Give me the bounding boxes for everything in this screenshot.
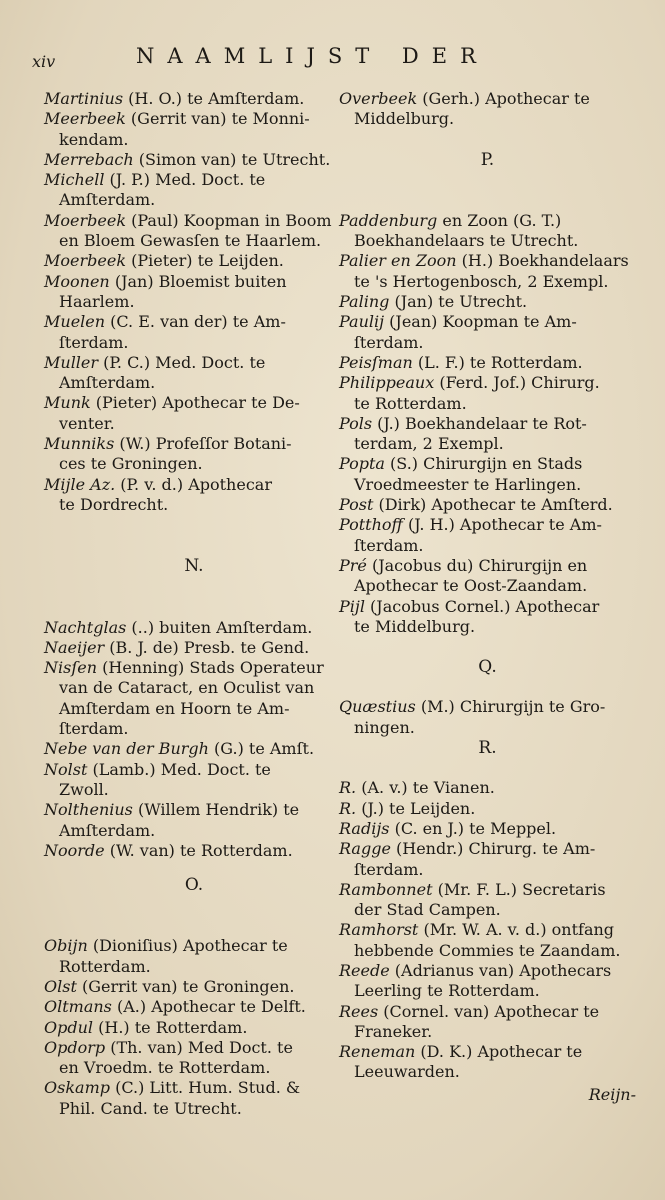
subscriber-entry [44,434,344,475]
entry-text: Phil. Cand. te Utrecht. [59,1098,242,1118]
subscriber-name: Olst [44,976,77,996]
subscriber-entry [44,658,344,739]
entry-text: Amſterdam. [59,190,156,210]
page-header [0,44,665,74]
section-spacer [44,577,344,618]
entry-text: (H.) te Rotterdam. [93,1017,248,1037]
entry-text: (W.) Profeſſor Botani- [114,434,292,454]
entry-text: (Lamb.) Med. Doct. te [87,759,271,779]
subscriber-name: Moerbeek [44,251,127,271]
right-column [339,89,636,1105]
subscriber-name: Pols [339,413,373,433]
entry-text: (B. J. de) Presb. te Gend. [104,637,310,657]
subscriber-entry [339,778,636,798]
entry-text: Boekhandelaars te Utrecht. [354,231,579,251]
entry-text: (Pieter) Apothecar te De- [90,393,300,413]
subscriber-entry [44,150,344,170]
subscriber-entry [44,1018,344,1038]
subscriber-entry [339,353,636,373]
subscriber-name: Potthoff [339,515,403,535]
entry-text: te Dordrecht. [59,494,169,514]
entry-text: (Jean) Koopman te Am- [384,312,577,332]
subscriber-entry [339,89,636,130]
subscriber-entry [44,109,344,150]
entry-text: (Henning) Stads Operateur [97,658,324,678]
subscriber-entry [44,170,344,211]
subscriber-entry [44,393,344,434]
subscriber-entry [44,638,344,658]
entry-text: ſterdam. [59,332,129,352]
entry-text: (S.) Chirurgijn en Stads [384,454,583,474]
subscriber-entry [339,961,636,1002]
subscriber-name: Opdorp [44,1037,106,1057]
subscriber-name: Reneman [339,1042,416,1062]
entry-text: (Ferd. Jof.) Chirurg. [434,373,600,393]
entry-text: Haarlem. [59,291,135,311]
subscriber-name: Paulij [339,312,385,332]
subscriber-name: Munk [44,393,91,413]
entry-text: (G.) te Amſt. [208,739,315,759]
entry-text: Zwoll. [59,779,109,799]
entry-text: (Gerh.) Apothecar te [417,89,590,108]
entry-text: ningen. [354,717,415,737]
subscriber-entry [44,618,344,638]
subscriber-entry [339,454,636,495]
section-spacer [339,677,636,697]
entry-text: (Adrianus van) Apothecars [389,960,612,980]
subscriber-name: Overbeek [339,89,418,108]
entry-text: der Stad Campen. [354,900,501,920]
entry-text: (Jan) te Utrecht. [389,292,528,312]
entry-text: (Paul) Koopman in Boom [126,210,332,230]
entry-text: (W. van) te Rotterdam. [104,840,293,860]
entry-text: ſterdam. [59,719,129,739]
entry-text: Amſterdam. [59,820,156,840]
subscriber-entry [44,997,344,1017]
entry-text: van de Cataract, en Oculist van [59,678,315,698]
section-spacer [44,895,344,936]
subscriber-entry [44,272,344,313]
section-spacer [44,861,344,875]
entry-text: (D. K.) Apothecar te [415,1042,583,1062]
entry-text: (J. H.) Apothecar te Am- [402,515,602,535]
entry-text: (P. C.) Med. Doct. te [98,352,266,372]
entry-text: (Dirk) Apothecar te Amſterd. [373,495,613,515]
catchword: Reijn- [588,1084,636,1104]
entry-text: hebbende Commies te Zaandam. [354,940,621,960]
subscriber-name: Popta [339,454,385,474]
entry-text: (J.) te Leijden. [356,798,476,818]
subscriber-entry [44,211,344,252]
entry-text: kendam. [59,129,129,149]
page-number: xiv [32,52,56,71]
subscriber-entry [44,1038,344,1079]
left-column [44,89,344,1119]
subscriber-name: Nachtglas [44,617,127,637]
entry-text: (Willem Hendrik) te [132,800,300,820]
subscriber-entry [339,1002,636,1043]
subscriber-entry [44,475,344,516]
entry-text: Leeuwarden. [354,1062,460,1082]
subscriber-entry [44,977,344,997]
entry-text: (A. v.) te Vianen. [356,778,495,798]
entry-text: Amſterdam. [59,373,156,393]
subscriber-name: Nisſen [44,658,98,678]
section-letter: N. [184,556,204,577]
entry-text: (C. E. van der) te Am- [105,312,286,332]
entry-text: en Vroedm. te Rotterdam. [59,1058,271,1078]
entry-text: en Zoon (G. T.) [437,210,562,230]
entry-text: Rotterdam. [59,956,151,976]
section-letter: Q. [478,657,497,678]
subscriber-entry [339,373,636,414]
subscriber-entry [339,292,636,312]
subscriber-entry [44,353,344,394]
subscriber-name: Quæstius [339,697,416,717]
section-spacer [339,758,636,778]
subscriber-entry [339,597,636,638]
subscriber-name: Obijn [44,936,88,956]
subscriber-entry [339,697,636,738]
subscriber-name: Pijl [339,596,365,616]
section-spacer [339,170,636,211]
subscriber-name: Rambonnet [339,879,433,899]
subscriber-name: Munniks [44,434,115,454]
subscriber-entry [339,880,636,921]
subscriber-name: Nolthenius [44,800,133,820]
section-letter: P. [480,149,495,170]
entry-text: (J. P.) Med. Doct. te [104,170,266,190]
subscriber-entry [339,1042,636,1083]
entry-text: ſterdam. [354,859,424,879]
subscriber-name: Paling [339,292,390,312]
entry-text: (C.) Litt. Hum. Stud. & [109,1078,301,1098]
subscriber-name: Mijle Az. [44,474,116,494]
entry-text: (Cornel. van) Apothecar te [378,1001,600,1021]
entry-text: (C. en J.) te Meppel. [389,818,557,838]
entry-text: terdam, 2 Exempl. [354,434,504,454]
entry-text: (Jan) Bloemist buiten [109,271,287,291]
entry-text: (L. F.) te Rotterdam. [412,352,583,372]
subscriber-name: R. [339,778,357,798]
subscriber-entry [44,739,344,759]
running-title: NAAMLIJST DER [136,44,489,68]
entry-text: (Mr. F. L.) Secretaris [432,879,606,899]
entry-text: (J.) Boekhandelaar te Rot- [372,413,587,433]
entry-text: (Hendr.) Chirurg. te Am- [390,839,596,859]
subscriber-name: Noorde [44,840,105,860]
subscriber-name: Ragge [339,839,391,859]
entry-text: (Mr. W. A. v. d.) ontfang [418,920,615,940]
entry-text: ſterdam. [354,332,424,352]
subscriber-name: Palier en Zoon [339,251,457,271]
entry-text: Franeker. [354,1021,433,1041]
subscriber-entry [44,841,344,861]
subscriber-name: Oskamp [44,1078,110,1098]
subscriber-entry [339,251,636,292]
section-spacer [44,515,344,556]
entry-text: (Th. van) Med Doct. te [105,1037,293,1057]
subscriber-entry [339,799,636,819]
subscriber-name: Michell [44,170,105,190]
subscriber-entry [339,495,636,515]
entry-text: Leerling te Rotterdam. [354,981,540,1001]
entry-text: ces te Groningen. [59,454,203,474]
subscriber-name: Radijs [339,818,390,838]
entry-text: Apothecar te Oost-Zaandam. [354,576,588,596]
subscriber-name: Martinius [44,89,124,108]
subscriber-name: Merrebach [44,149,134,169]
subscriber-name: Oltmans [44,997,112,1017]
entry-text: venter. [59,413,115,433]
entry-text: (Dioniſius) Apothecar te [87,936,288,956]
subscriber-entry [44,936,344,977]
subscriber-name: Moerbeek [44,210,127,230]
subscriber-entry [339,211,636,252]
subscriber-entry [339,839,636,880]
subscriber-entry [339,556,636,597]
entry-text: (M.) Chirurgijn te Gro- [415,697,606,717]
entry-text: ſterdam. [354,535,424,555]
subscriber-name: Muelen [44,312,106,332]
subscriber-name: Ramhorst [339,920,419,940]
subscriber-name: Post [339,495,374,515]
entry-text: Middelburg. [354,109,455,129]
subscriber-name: Muller [44,352,99,372]
entry-text: (Gerrit van) te Groningen. [76,976,295,996]
section-letter: R. [478,738,497,759]
subscriber-name: Moonen [44,271,110,291]
section-spacer [339,130,636,150]
subscriber-name: Reede [339,960,390,980]
subscriber-entry [44,251,344,271]
entry-text: (H.) Boekhandelaars [456,251,629,271]
entry-text: (Jacobus Cornel.) Apothecar [364,596,600,616]
subscriber-entry [44,760,344,801]
entry-text: (A.) Apothecar te Delft. [111,997,306,1017]
entry-text: te 's Hertogenbosch, 2 Exempl. [354,271,609,291]
subscriber-entry [339,819,636,839]
entry-text: (H. O.) te Amſterdam. [123,89,305,108]
entry-text: (P. v. d.) Apothecar [115,474,272,494]
entry-text: (Gerrit van) te Monni- [125,109,310,129]
subscriber-name: R. [339,798,357,818]
subscriber-name: Pré [339,555,367,575]
entry-text: te Middelburg. [354,616,476,636]
entry-text: en Bloem Gewasſen te Haarlem. [59,231,322,251]
entry-text: (..) buiten Amſterdam. [126,617,313,637]
subscriber-entry [44,312,344,353]
section-letter: O. [184,875,204,896]
subscriber-name: Nebe van der Burgh [44,739,209,759]
subscriber-name: Philippeaux [339,373,435,393]
entry-text: (Pieter) te Leijden. [126,251,284,271]
entry-text: te Rotterdam. [354,393,467,413]
subscriber-name: Rees [339,1001,379,1021]
subscriber-entry [44,89,344,109]
subscriber-name: Meerbeek [44,109,126,129]
subscriber-entry [339,515,636,556]
subscriber-entry [339,312,636,353]
subscriber-name: Nolst [44,759,88,779]
subscriber-name: Paddenburg [339,210,438,230]
subscriber-name: Opdul [44,1017,94,1037]
subscriber-entry [339,920,636,961]
subscriber-entry [339,414,636,455]
section-spacer [339,637,636,657]
entry-text: Amſterdam en Hoorn te Am- [59,698,290,718]
entry-text: (Jacobus du) Chirurgijn en [366,555,588,575]
subscriber-entry [44,800,344,841]
subscriber-name: Naeijer [44,637,105,657]
subscriber-entry [44,1078,344,1119]
entry-text: (Simon van) te Utrecht. [133,149,331,169]
subscriber-name: Peisſman [339,352,413,372]
entry-text: Vroedmeester te Harlingen. [354,474,582,494]
